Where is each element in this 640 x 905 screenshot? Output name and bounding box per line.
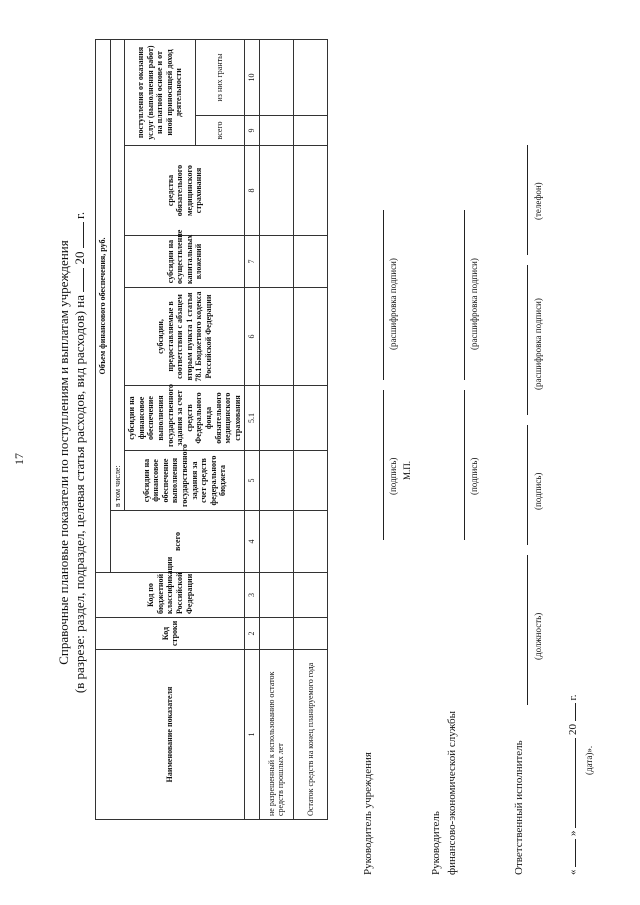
head-decode-line — [383, 210, 384, 380]
plan-table — [95, 39, 328, 820]
date-caption: (дата)». — [584, 745, 594, 775]
exec-decode-line — [527, 265, 528, 415]
header-name: Наименование показателя — [96, 650, 245, 820]
row-label: Остаток средств на конец планируемого года — [293, 650, 327, 820]
head-label: Руководитель учреждения — [362, 752, 374, 875]
header-paid-total: всего — [195, 116, 245, 146]
head-sign-caption: (подпись) — [388, 457, 398, 495]
date-year-prefix: 20 — [567, 724, 579, 735]
header-volume: Объем финансового обеспечения, руб. — [96, 39, 111, 572]
head-sign-line — [383, 390, 384, 540]
fin-sign-caption: (подпись) — [469, 457, 479, 495]
col-num: 5 — [245, 451, 260, 511]
stamp-mark: М.П. — [402, 460, 412, 480]
header-sub-fed: субсидии на финансовое обеспечение выполнения государственного задания за счет средств федерального бюджета — [125, 451, 245, 511]
fin-label-2: финансово-экономической службы — [446, 710, 458, 875]
exec-phone-line — [527, 145, 528, 255]
row-label: не разрешенный к использованию остаток средств прошлых лет — [259, 650, 293, 820]
header-paid-grants: из них гранты — [195, 39, 245, 115]
exec-decode-caption: (расшифровка подписи) — [533, 298, 543, 390]
header-paid: поступления от оказания услуг (выполнения работ) на платной основе и от иной приносящей доход деятельности — [125, 39, 195, 145]
col-num: 9 — [245, 116, 260, 146]
col-num: 2 — [245, 618, 260, 650]
fin-sign-line — [464, 390, 465, 540]
date-year-suffix: г. — [567, 694, 579, 701]
col-num: 7 — [245, 236, 260, 288]
exec-label: Ответственный исполнитель — [513, 740, 525, 875]
exec-position-caption: (должность) — [533, 612, 543, 660]
exec-sign-line — [527, 425, 528, 545]
header-sub-mhi: субсидии на финансовое обеспечение выполнения государственного задания за счет средств Федерального фонда обязательного медицинского страхования — [125, 386, 245, 451]
page-title: Справочные плановые показатели по поступлениям и выплатам учреждения — [56, 240, 71, 665]
table-row — [293, 39, 327, 819]
header-budget-code: Код по бюджетной классификации Российской Федерации — [96, 573, 245, 618]
fin-decode-line — [464, 210, 465, 380]
header-sub-781: субсидии, предоставляемые в соответствии с абзацем вторым пункта 1 статьи 78.1 Бюджетного кодекса Российской Федерации — [125, 288, 245, 386]
year-prefix: 20 — [72, 251, 87, 265]
col-num: 6 — [245, 288, 260, 386]
header-sub-cap: субсидии на осуществление капитальных вложений — [125, 236, 245, 288]
exec-position-line — [527, 555, 528, 705]
col-num: 4 — [245, 511, 260, 573]
date-row — [567, 694, 579, 875]
header-code: Код строки — [96, 618, 245, 650]
col-num: 1 — [245, 650, 260, 820]
table-row — [259, 39, 293, 819]
date-quote-close: » — [567, 830, 579, 836]
page-subtitle — [72, 0, 88, 905]
head-decode-caption: (расшифровка подписи) — [388, 258, 398, 350]
exec-sign-caption: (подпись) — [533, 472, 543, 510]
header-oms: средства обязательного медицинского страхования — [125, 146, 245, 236]
fin-decode-caption: (расшифровка подписи) — [469, 258, 479, 350]
year-suffix: г. — [72, 211, 87, 219]
page-number: 17 — [12, 453, 26, 465]
subtitle-text: (в разрезе: раздел, подраздел, целевая статья расходов, вид расходов) на — [72, 294, 87, 694]
col-num: 5.1 — [245, 386, 260, 451]
exec-phone-caption: (телефон) — [533, 182, 543, 220]
header-including: в том числе: — [110, 39, 125, 510]
fin-label-1: Руководитель — [430, 811, 442, 875]
date-quote-open: « — [567, 869, 579, 875]
col-num: 3 — [245, 573, 260, 618]
col-num: 8 — [245, 146, 260, 236]
col-num: 10 — [245, 39, 260, 115]
header-total: всего — [110, 511, 245, 573]
